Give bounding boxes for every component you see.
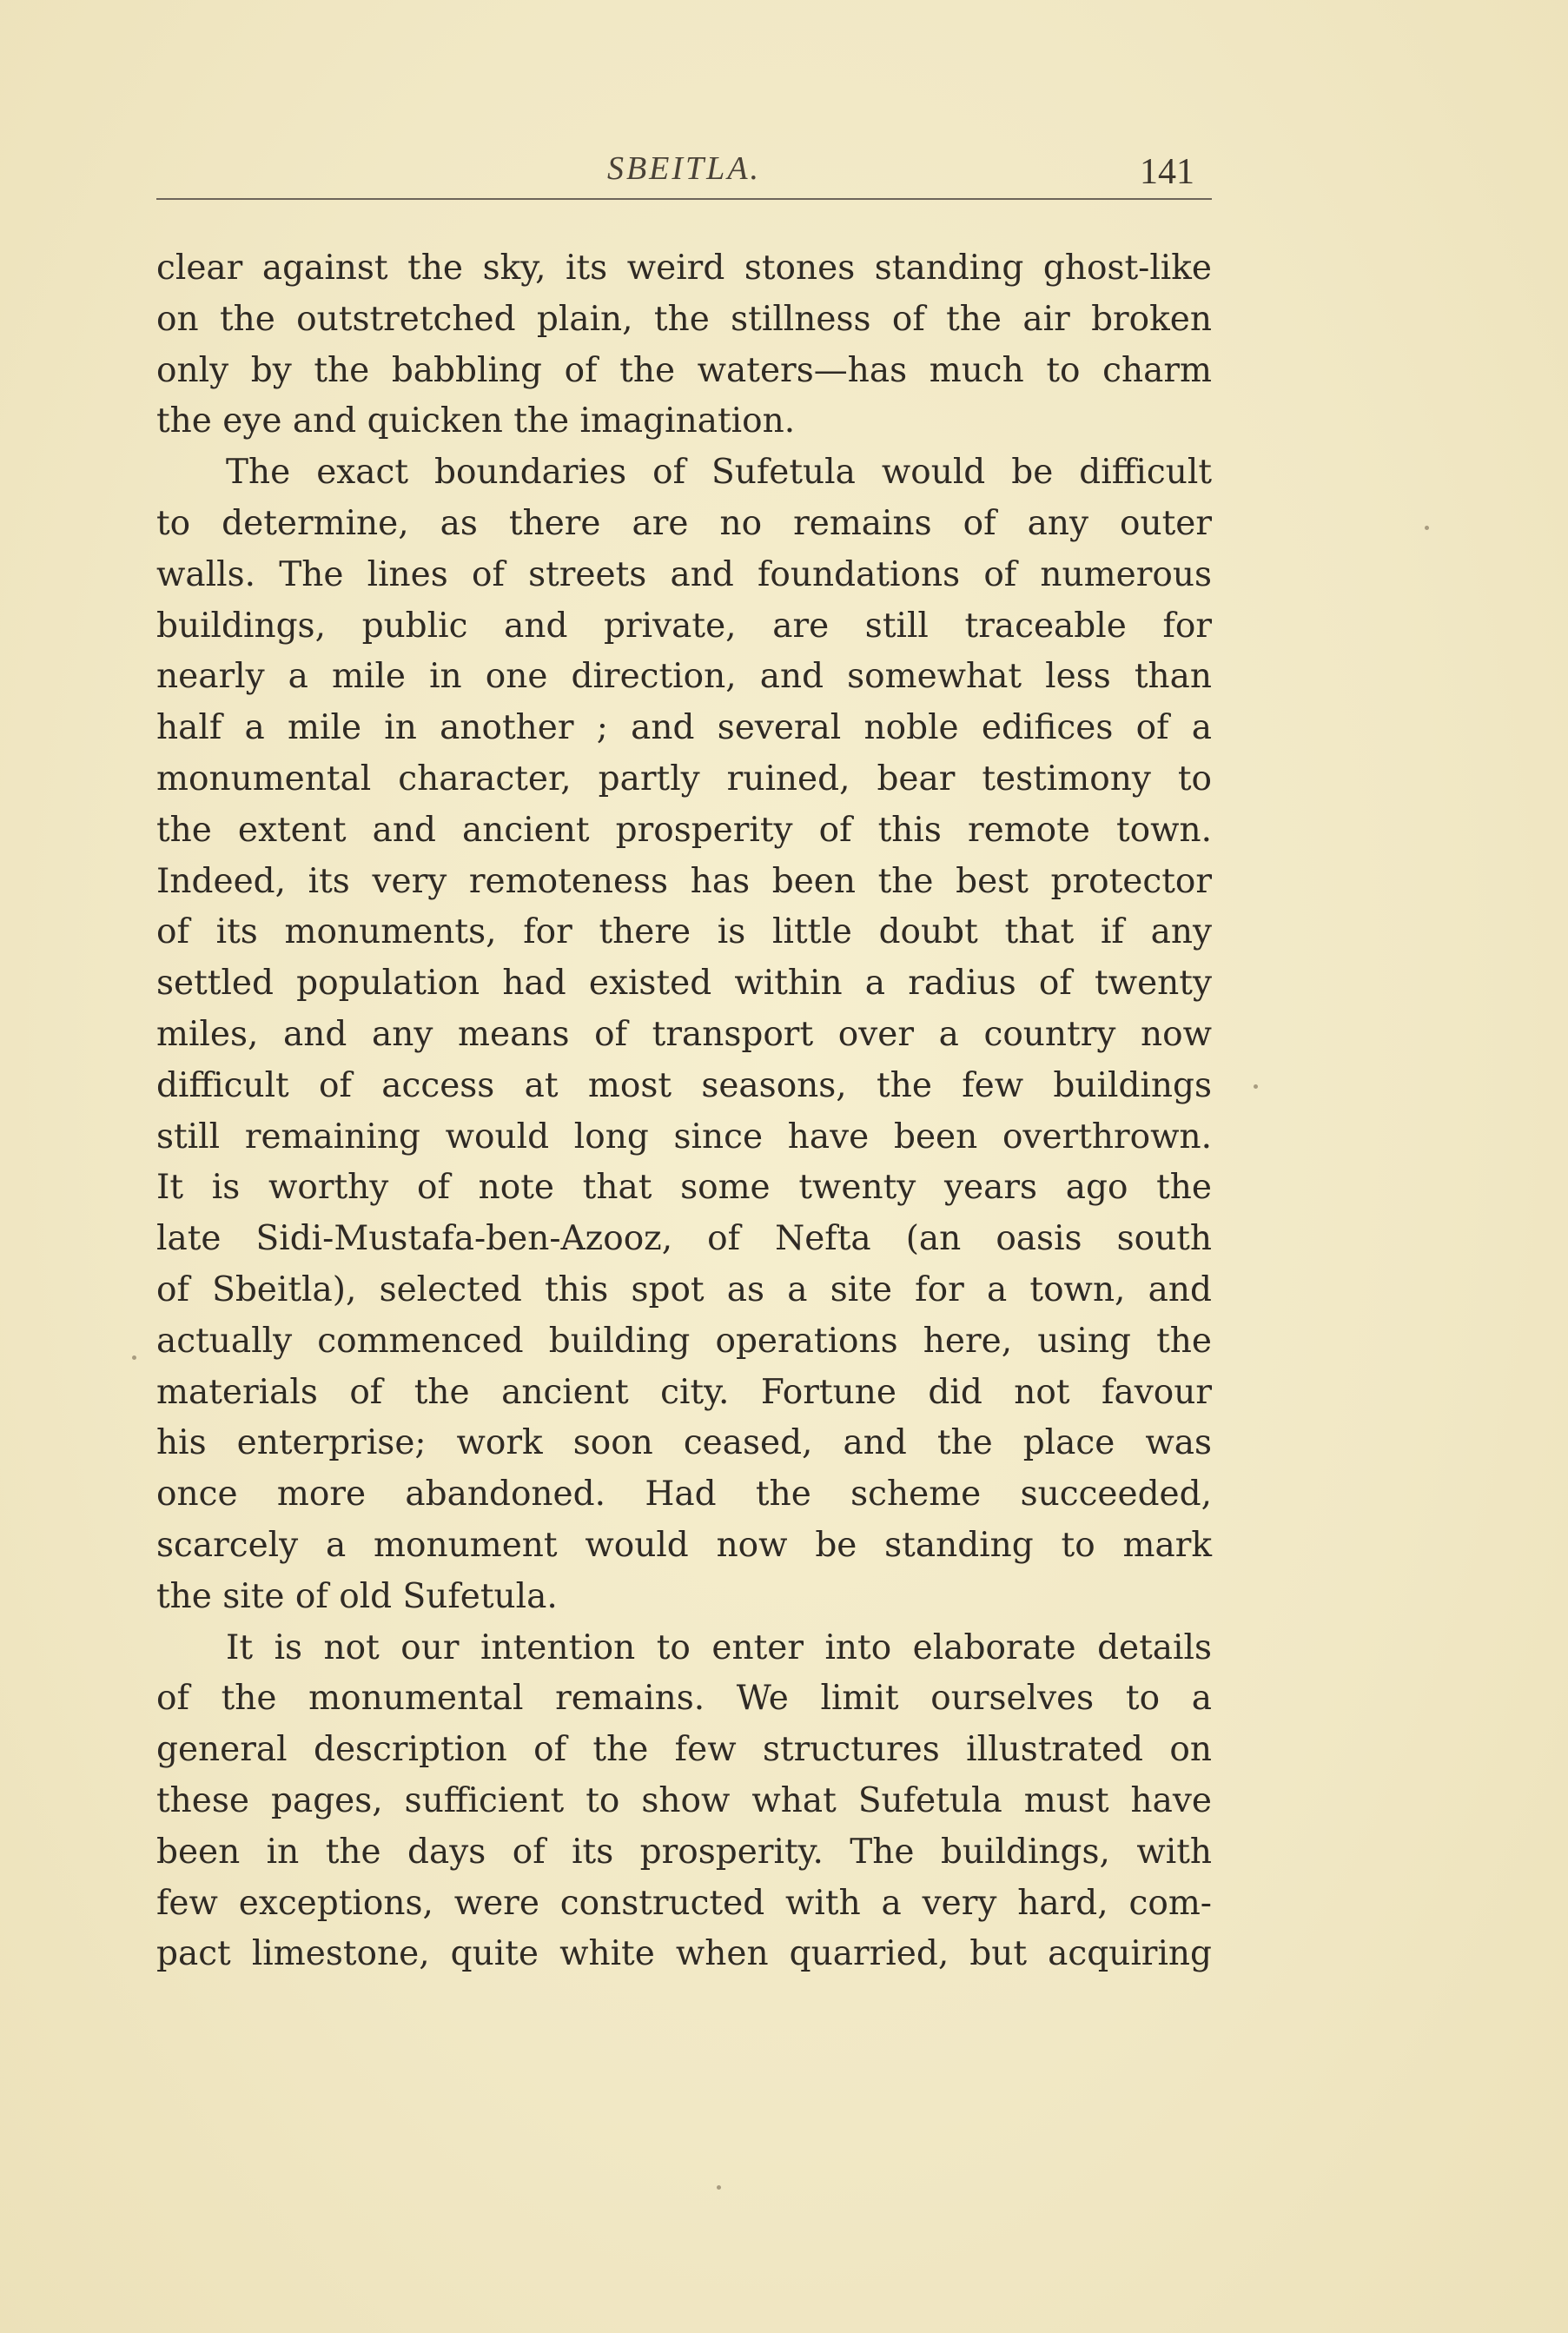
text-line: the site of old Sufetula. xyxy=(156,1576,558,1616)
text-line: miles, and any means of transport over a country now xyxy=(156,1014,1212,1054)
text-line: been in the days of its prosperity. The buildings, with xyxy=(156,1832,1212,1872)
running-title: SBEITLA. xyxy=(606,150,762,187)
paper-speck xyxy=(717,2185,721,2190)
paragraph-first-line: The exact boundaries of Sufetula would be difficult xyxy=(226,453,1212,493)
text-line: scarcely a monument would now be standing to mark xyxy=(156,1525,1212,1565)
text-line: walls. The lines of streets and foundations of numerous xyxy=(156,554,1212,594)
text-line: on the outstretched plain, the stillness of the air broken xyxy=(156,299,1212,339)
text-line: to determine, as there are no remains of any outer xyxy=(156,503,1212,543)
text-line: It is worthy of note that some twenty years ago the xyxy=(156,1168,1212,1208)
text-line: monumental character, partly ruined, bear testimony to xyxy=(156,759,1212,799)
text-line: these pages, sufficient to show what Sufetula must have xyxy=(156,1780,1212,1820)
text-line: general description of the few structures illustrated on xyxy=(156,1730,1212,1770)
text-line: pact limestone, quite white when quarried, but acquiring xyxy=(156,1934,1212,1974)
page-number: 141 xyxy=(1140,152,1194,192)
text-line: clear against the sky, its weird stones standing ghost-like xyxy=(156,249,1212,288)
paragraph-first-line: It is not our intention to enter into elaborate details xyxy=(226,1627,1212,1667)
text-line: buildings, public and private, are still traceable for xyxy=(156,606,1212,646)
running-head xyxy=(156,146,1212,200)
text-line: actually commenced building operations here, using the xyxy=(156,1321,1212,1361)
text-line: of the monumental remains. We limit ourselves to a xyxy=(156,1679,1212,1719)
paper-speck xyxy=(1425,526,1429,530)
text-line: difficult of access at most seasons, the few buildings xyxy=(156,1065,1212,1105)
text-line: few exceptions, were constructed with a very hard, com- xyxy=(156,1883,1212,1923)
text-line: only by the babbling of the waters—has much to charm xyxy=(156,350,1212,390)
text-line: Indeed, its very remoteness has been the best protector xyxy=(156,861,1212,901)
paper-speck xyxy=(1254,1084,1258,1089)
text-line: half a mile in another ; and several noble edifices of a xyxy=(156,708,1212,748)
text-line: settled population had existed within a radius of twenty xyxy=(156,964,1212,1004)
text-line: nearly a mile in one direction, and somewhat less than xyxy=(156,657,1212,697)
text-line: still remaining would long since have been overthrown. xyxy=(156,1117,1212,1157)
text-line: the eye and quicken the imagination. xyxy=(156,401,796,441)
body-text xyxy=(156,243,1212,1980)
text-line: the extent and ancient prosperity of this remote town. xyxy=(156,810,1212,850)
text-line: materials of the ancient city. Fortune did not favour xyxy=(156,1372,1212,1412)
text-line: of Sbeitla), selected this spot as a site for a town, and xyxy=(156,1269,1212,1309)
text-line: late Sidi-Mustafa-ben-Azooz, of Nefta (an oasis south xyxy=(156,1219,1212,1259)
text-line: of its monuments, for there is little doubt that if any xyxy=(156,912,1212,952)
text-line: once more abandoned. Had the scheme succeeded, xyxy=(156,1475,1212,1514)
paper-speck xyxy=(132,1355,136,1360)
text-line: his enterprise; work soon ceased, and the place was xyxy=(156,1423,1212,1463)
